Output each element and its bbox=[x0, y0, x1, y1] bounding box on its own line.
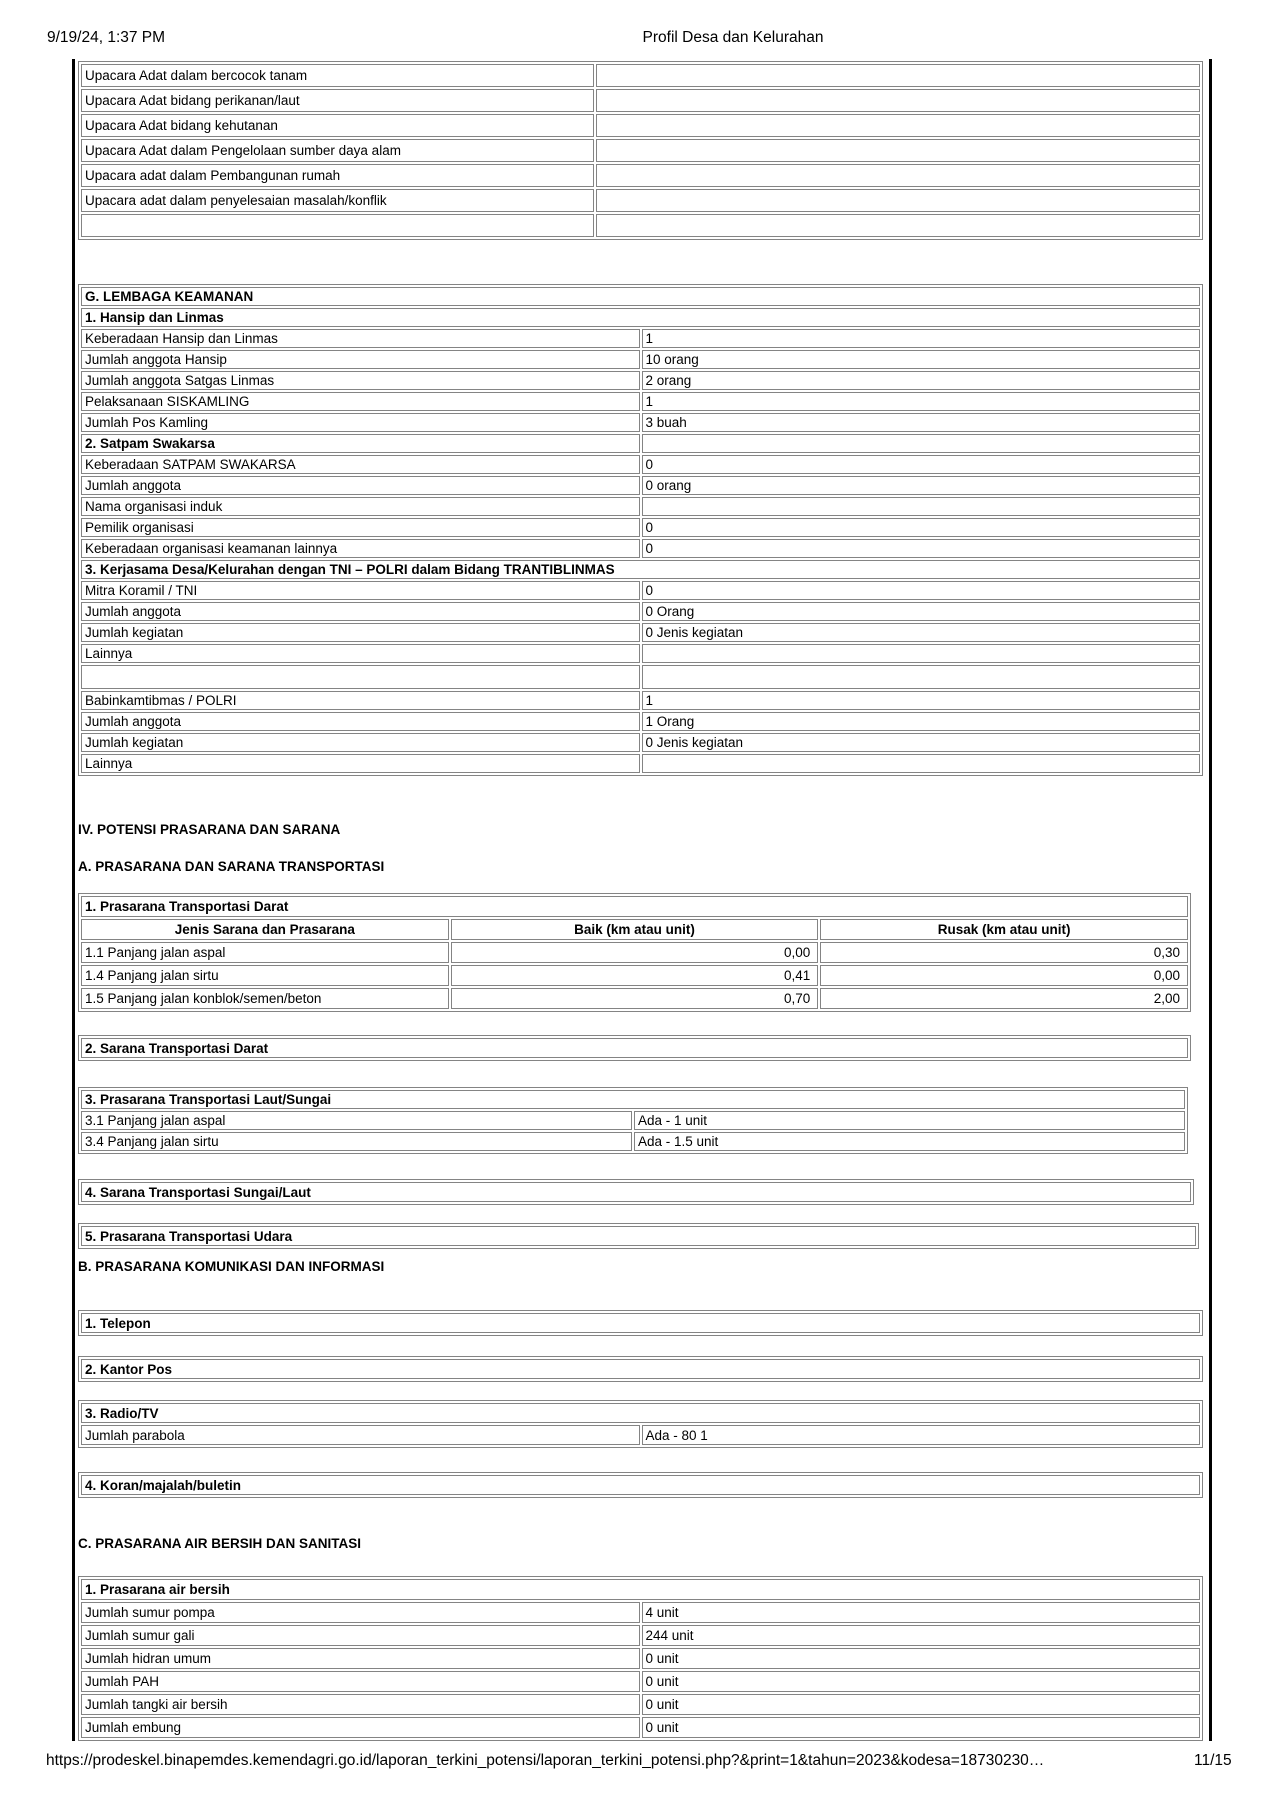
table-cell: Ada - 1 unit bbox=[634, 1111, 1185, 1130]
table-row bbox=[81, 1717, 1200, 1738]
table-sarana-transportasi-sungai-laut bbox=[78, 1179, 1194, 1205]
table-row bbox=[81, 623, 1200, 642]
table-cell: Jumlah anggota bbox=[81, 712, 640, 731]
table-cell bbox=[81, 665, 640, 689]
table-cell: 2,00 bbox=[820, 988, 1188, 1009]
table-cell: Lainnya bbox=[81, 754, 640, 773]
table-cell: Jumlah anggota bbox=[81, 602, 640, 621]
table-cell: 0,70 bbox=[451, 988, 819, 1009]
table-cell: 3 buah bbox=[642, 413, 1201, 432]
table-cell: 2. Kantor Pos bbox=[81, 1359, 1200, 1379]
table-cell: Upacara Adat dalam bercocok tanam bbox=[81, 64, 594, 87]
table-cell: Jumlah anggota Satgas Linmas bbox=[81, 371, 640, 390]
table-row bbox=[81, 476, 1200, 495]
table-cell: 1.4 Panjang jalan sirtu bbox=[81, 965, 449, 986]
table-row bbox=[81, 308, 1200, 327]
table-lembaga-keamanan bbox=[78, 284, 1203, 776]
table-cell: Baik (km atau unit) bbox=[451, 919, 819, 940]
table-cell: Jumlah kegiatan bbox=[81, 623, 640, 642]
table-row bbox=[81, 1694, 1200, 1715]
table-cell: 0 unit bbox=[642, 1671, 1201, 1692]
table-radio-tv bbox=[78, 1400, 1203, 1448]
table-row bbox=[81, 1475, 1200, 1495]
table-row bbox=[81, 1625, 1200, 1646]
table-cell: Keberadaan organisasi keamanan lainnya bbox=[81, 539, 640, 558]
table-telepon bbox=[78, 1310, 1203, 1336]
table-row bbox=[81, 64, 1200, 87]
table-cell: Jumlah sumur gali bbox=[81, 1625, 640, 1646]
table-cell: 244 unit bbox=[642, 1625, 1201, 1646]
table-row bbox=[81, 560, 1200, 579]
table-cell: Lainnya bbox=[81, 644, 640, 663]
table-row bbox=[81, 1226, 1196, 1246]
table-cell bbox=[642, 754, 1201, 773]
table-cell: Upacara Adat dalam Pengelolaan sumber daya alam bbox=[81, 139, 594, 162]
table-cell: 1. Prasarana air bersih bbox=[81, 1579, 1200, 1600]
table-cell: 4 unit bbox=[642, 1602, 1201, 1623]
table-cell: 3. Radio/TV bbox=[81, 1403, 1200, 1423]
table-row bbox=[81, 988, 1188, 1009]
table-cell bbox=[596, 164, 1200, 187]
table-row bbox=[81, 754, 1200, 773]
table-cell: Keberadaan SATPAM SWAKARSA bbox=[81, 455, 640, 474]
table-cell bbox=[596, 139, 1200, 162]
table-cell: Upacara adat dalam penyelesaian masalah/konflik bbox=[81, 189, 594, 212]
table-cell: Jumlah tangki air bersih bbox=[81, 1694, 640, 1715]
heading-prasarana-komunikasi-dan-informasi: B. PRASARANA KOMUNIKASI DAN INFORMASI bbox=[78, 1259, 385, 1274]
table-row bbox=[81, 1182, 1191, 1202]
table-cell: 1 Orang bbox=[642, 712, 1201, 731]
table-cell: 0,00 bbox=[820, 965, 1188, 986]
table-cell: 10 orang bbox=[642, 350, 1201, 369]
table-row bbox=[81, 965, 1188, 986]
table-row bbox=[81, 539, 1200, 558]
table-cell: Jumlah anggota bbox=[81, 476, 640, 495]
table-cell: Upacara Adat bidang kehutanan bbox=[81, 114, 594, 137]
table-row bbox=[81, 287, 1200, 306]
table-cell: 0 unit bbox=[642, 1694, 1201, 1715]
table-row bbox=[81, 1132, 1185, 1151]
table-row bbox=[81, 371, 1200, 390]
table-cell: 1. Hansip dan Linmas bbox=[81, 308, 1200, 327]
heading-potensi-prasarana-dan-sarana: IV. POTENSI PRASARANA DAN SARANA bbox=[78, 822, 341, 837]
table-cell bbox=[596, 214, 1200, 237]
table-cell: 0,00 bbox=[451, 942, 819, 963]
table-cell bbox=[81, 214, 594, 237]
table-cell: 0 bbox=[642, 455, 1201, 474]
table-cell: 0 Jenis kegiatan bbox=[642, 623, 1201, 642]
table-cell: 5. Prasarana Transportasi Udara bbox=[81, 1226, 1196, 1246]
table-cell: G. LEMBAGA KEAMANAN bbox=[81, 287, 1200, 306]
table-cell: Babinkamtibmas / POLRI bbox=[81, 691, 640, 710]
table-cell: 2. Satpam Swakarsa bbox=[81, 434, 640, 453]
table-cell: Pemilik organisasi bbox=[81, 518, 640, 537]
table-row bbox=[81, 644, 1200, 663]
table-row bbox=[81, 1359, 1200, 1379]
table-row bbox=[81, 114, 1200, 137]
table-row bbox=[81, 189, 1200, 212]
table-cell: Ada - 1.5 unit bbox=[634, 1132, 1185, 1151]
heading-prasarana-sarana-transportasi: A. PRASARANA DAN SARANA TRANSPORTASI bbox=[78, 859, 385, 874]
table-row bbox=[81, 1671, 1200, 1692]
table-cell: 0 unit bbox=[642, 1648, 1201, 1669]
table-cell: Jumlah Pos Kamling bbox=[81, 413, 640, 432]
table-cell: Jumlah parabola bbox=[81, 1425, 640, 1445]
table-row bbox=[81, 1425, 1200, 1445]
table-cell: 0 bbox=[642, 518, 1201, 537]
table-row bbox=[81, 712, 1200, 731]
table-row bbox=[81, 518, 1200, 537]
table-cell: 0 unit bbox=[642, 1717, 1201, 1738]
table-cell: 0 bbox=[642, 581, 1201, 600]
table-cell: 0 Orang bbox=[642, 602, 1201, 621]
table-row bbox=[81, 455, 1200, 474]
table-row bbox=[81, 581, 1200, 600]
table-cell: 1. Telepon bbox=[81, 1313, 1200, 1333]
table-row bbox=[81, 896, 1188, 917]
table-row bbox=[81, 691, 1200, 710]
table-cell: Jumlah anggota Hansip bbox=[81, 350, 640, 369]
table-row bbox=[81, 733, 1200, 752]
table-cell: 4. Koran/majalah/buletin bbox=[81, 1475, 1200, 1495]
table-cell: 1 bbox=[642, 392, 1201, 411]
table-row bbox=[81, 1403, 1200, 1423]
table-row bbox=[81, 1602, 1200, 1623]
header-title: Profil Desa dan Kelurahan bbox=[642, 29, 824, 46]
table-cell: 1.5 Panjang jalan konblok/semen/beton bbox=[81, 988, 449, 1009]
table-prasarana-transportasi-udara bbox=[78, 1223, 1199, 1249]
table-row bbox=[81, 413, 1200, 432]
table-cell: Jumlah sumur pompa bbox=[81, 1602, 640, 1623]
table-row bbox=[81, 919, 1188, 940]
table-cell: Jumlah embung bbox=[81, 1717, 640, 1738]
footer-url: https://prodeskel.binapemdes.kemendagri.go.id/laporan_terkini_potensi/laporan_terkini_potensi.php?&print=1&tahun=2023&kodesa=18730230… bbox=[46, 1752, 1045, 1769]
table-row bbox=[81, 139, 1200, 162]
table-cell: 3. Kerjasama Desa/Kelurahan dengan TNI – POLRI dalam Bidang TRANTIBLINMAS bbox=[81, 560, 1200, 579]
table-cell bbox=[642, 644, 1201, 663]
table-cell: 2 orang bbox=[642, 371, 1201, 390]
table-row bbox=[81, 350, 1200, 369]
table-sarana-transportasi-darat bbox=[78, 1035, 1191, 1061]
table-cell: Pelaksanaan SISKAMLING bbox=[81, 392, 640, 411]
table-kantor-pos bbox=[78, 1356, 1203, 1382]
table-row bbox=[81, 214, 1200, 237]
table-cell: 1 bbox=[642, 691, 1201, 710]
table-prasarana-transportasi-darat bbox=[78, 893, 1191, 1012]
table-cell: Jumlah PAH bbox=[81, 1671, 640, 1692]
table-cell: Upacara Adat bidang perikanan/laut bbox=[81, 89, 594, 112]
table-cell: 1.1 Panjang jalan aspal bbox=[81, 942, 449, 963]
table-row bbox=[81, 665, 1200, 689]
table-cell: 4. Sarana Transportasi Sungai/Laut bbox=[81, 1182, 1191, 1202]
table-prasarana-air-bersih bbox=[78, 1576, 1203, 1741]
table-row bbox=[81, 164, 1200, 187]
table-row bbox=[81, 1579, 1200, 1600]
table-cell: Jumlah hidran umum bbox=[81, 1648, 640, 1669]
table-row bbox=[81, 89, 1200, 112]
table-cell: Ada - 80 1 bbox=[642, 1425, 1201, 1445]
header-datetime: 9/19/24, 1:37 PM bbox=[47, 29, 166, 46]
table-cell: 0,41 bbox=[451, 965, 819, 986]
table-cell bbox=[596, 89, 1200, 112]
table-cell bbox=[642, 497, 1201, 516]
table-cell bbox=[642, 665, 1201, 689]
table-row bbox=[81, 1313, 1200, 1333]
table-cell: 1 bbox=[642, 329, 1201, 348]
table-cell: Upacara adat dalam Pembangunan rumah bbox=[81, 164, 594, 187]
table-row bbox=[81, 497, 1200, 516]
table-cell: 0 Jenis kegiatan bbox=[642, 733, 1201, 752]
table-cell: 2. Sarana Transportasi Darat bbox=[81, 1038, 1188, 1058]
table-row bbox=[81, 1038, 1188, 1058]
table-cell: 0 bbox=[642, 539, 1201, 558]
table-upacara-adat bbox=[78, 61, 1203, 240]
table-row bbox=[81, 434, 1200, 453]
heading-prasarana-air-bersih-dan-sanitasi: C. PRASARANA AIR BERSIH DAN SANITASI bbox=[78, 1536, 362, 1551]
table-row bbox=[81, 329, 1200, 348]
table-cell: 3.1 Panjang jalan aspal bbox=[81, 1111, 632, 1130]
table-row bbox=[81, 942, 1188, 963]
table-cell: Jenis Sarana dan Prasarana bbox=[81, 919, 449, 940]
table-cell: Jumlah kegiatan bbox=[81, 733, 640, 752]
table-cell: 0,30 bbox=[820, 942, 1188, 963]
table-row bbox=[81, 1648, 1200, 1669]
table-cell bbox=[596, 64, 1200, 87]
table-cell: Nama organisasi induk bbox=[81, 497, 640, 516]
table-cell: Mitra Koramil / TNI bbox=[81, 581, 640, 600]
table-prasarana-transportasi-laut-sungai bbox=[78, 1087, 1188, 1154]
table-cell: 3.4 Panjang jalan sirtu bbox=[81, 1132, 632, 1151]
table-cell: 1. Prasarana Transportasi Darat bbox=[81, 896, 1188, 917]
table-koran-majalah-buletin bbox=[78, 1472, 1203, 1498]
table-cell: Keberadaan Hansip dan Linmas bbox=[81, 329, 640, 348]
table-row bbox=[81, 1111, 1185, 1130]
table-row bbox=[81, 602, 1200, 621]
table-cell bbox=[642, 434, 1201, 453]
table-cell: 0 orang bbox=[642, 476, 1201, 495]
table-cell bbox=[596, 114, 1200, 137]
report-body bbox=[72, 59, 1212, 1741]
table-cell: 3. Prasarana Transportasi Laut/Sungai bbox=[81, 1090, 1185, 1109]
table-cell: Rusak (km atau unit) bbox=[820, 919, 1188, 940]
table-row bbox=[81, 392, 1200, 411]
table-row bbox=[81, 1090, 1185, 1109]
table-cell bbox=[596, 189, 1200, 212]
footer-page-number: 11/15 bbox=[1194, 1752, 1232, 1769]
